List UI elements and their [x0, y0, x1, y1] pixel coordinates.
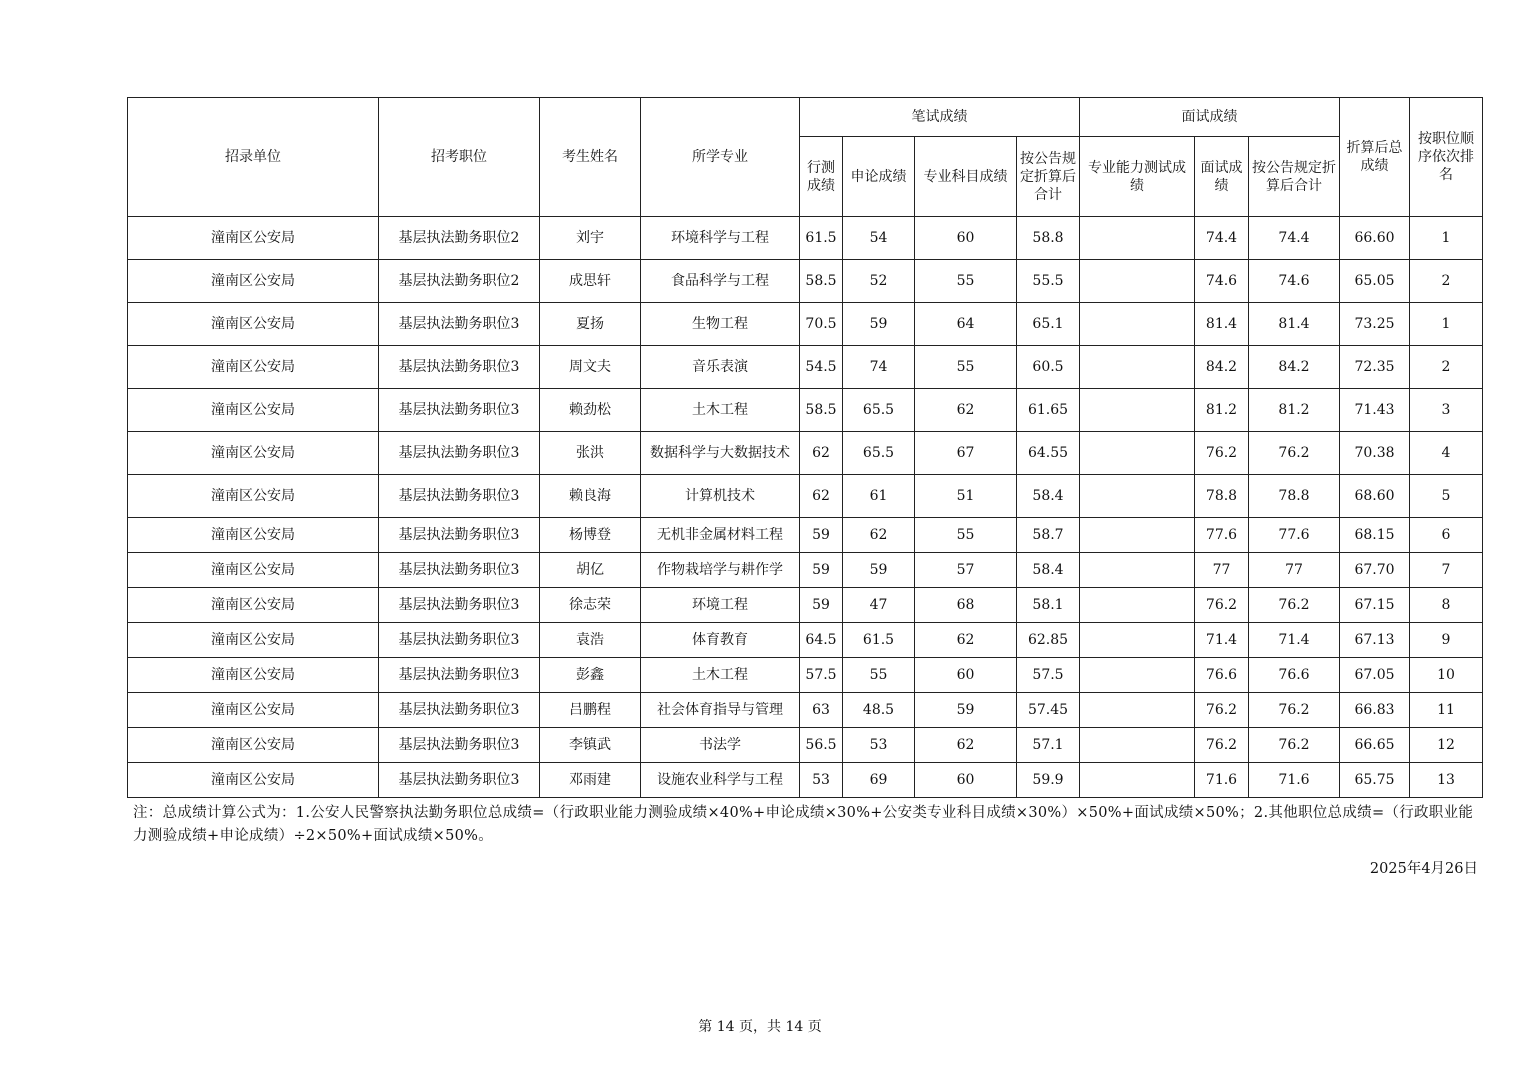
cell-interview: 76.2 [1195, 588, 1249, 623]
cell-major: 环境工程 [641, 588, 800, 623]
cell-name: 杨博登 [540, 518, 641, 553]
cell-total: 66.60 [1340, 217, 1410, 260]
table-row [128, 623, 1483, 658]
cell-total: 68.15 [1340, 518, 1410, 553]
cell-major: 体育教育 [641, 623, 800, 658]
cell-interview-sum: 76.2 [1249, 588, 1340, 623]
cell-name: 袁浩 [540, 623, 641, 658]
cell-total: 66.83 [1340, 693, 1410, 728]
cell-xingce: 58.5 [800, 260, 843, 303]
cell-ability [1080, 346, 1195, 389]
cell-interview-sum: 76.2 [1249, 693, 1340, 728]
cell-rank: 11 [1410, 693, 1483, 728]
cell-rank: 1 [1410, 303, 1483, 346]
cell-major: 书法学 [641, 728, 800, 763]
cell-interview: 76.2 [1195, 728, 1249, 763]
table-row [128, 763, 1483, 798]
cell-unit: 潼南区公安局 [128, 693, 379, 728]
cell-total: 73.25 [1340, 303, 1410, 346]
cell-written-sum: 58.4 [1017, 553, 1080, 588]
cell-position: 基层执法勤务职位3 [379, 432, 540, 475]
cell-ability [1080, 217, 1195, 260]
cell-ability [1080, 623, 1195, 658]
cell-name: 李镇武 [540, 728, 641, 763]
cell-total: 67.13 [1340, 623, 1410, 658]
cell-written-sum: 58.8 [1017, 217, 1080, 260]
cell-interview: 76.2 [1195, 693, 1249, 728]
table-row [128, 658, 1483, 693]
cell-unit: 潼南区公安局 [128, 346, 379, 389]
cell-total: 68.60 [1340, 475, 1410, 518]
header-major: 所学专业 [641, 98, 800, 217]
header-interview-group: 面试成绩 [1080, 98, 1340, 137]
header-written-group: 笔试成绩 [800, 98, 1080, 137]
cell-name: 张洪 [540, 432, 641, 475]
cell-shenlun: 47 [843, 588, 915, 623]
cell-rank: 1 [1410, 217, 1483, 260]
cell-major: 土木工程 [641, 658, 800, 693]
header-position: 招考职位 [379, 98, 540, 217]
cell-xingce: 53 [800, 763, 843, 798]
cell-zhuanye: 68 [915, 588, 1017, 623]
cell-shenlun: 69 [843, 763, 915, 798]
cell-total: 70.38 [1340, 432, 1410, 475]
cell-interview: 71.4 [1195, 623, 1249, 658]
cell-ability [1080, 260, 1195, 303]
cell-written-sum: 55.5 [1017, 260, 1080, 303]
cell-shenlun: 61.5 [843, 623, 915, 658]
cell-shenlun: 61 [843, 475, 915, 518]
cell-shenlun: 53 [843, 728, 915, 763]
cell-ability [1080, 475, 1195, 518]
cell-shenlun: 65.5 [843, 432, 915, 475]
cell-written-sum: 58.7 [1017, 518, 1080, 553]
table-row [128, 260, 1483, 303]
cell-major: 作物栽培学与耕作学 [641, 553, 800, 588]
cell-unit: 潼南区公安局 [128, 728, 379, 763]
table-row [128, 217, 1483, 260]
cell-ability [1080, 518, 1195, 553]
cell-rank: 2 [1410, 260, 1483, 303]
cell-major: 社会体育指导与管理 [641, 693, 800, 728]
cell-written-sum: 57.45 [1017, 693, 1080, 728]
cell-xingce: 63 [800, 693, 843, 728]
table-body [128, 217, 1483, 798]
cell-rank: 7 [1410, 553, 1483, 588]
cell-major: 土木工程 [641, 389, 800, 432]
cell-total: 71.43 [1340, 389, 1410, 432]
cell-zhuanye: 64 [915, 303, 1017, 346]
cell-unit: 潼南区公安局 [128, 389, 379, 432]
cell-written-sum: 59.9 [1017, 763, 1080, 798]
cell-position: 基层执法勤务职位3 [379, 346, 540, 389]
cell-name: 徐志荣 [540, 588, 641, 623]
cell-written-sum: 64.55 [1017, 432, 1080, 475]
cell-position: 基层执法勤务职位3 [379, 658, 540, 693]
cell-written-sum: 58.4 [1017, 475, 1080, 518]
cell-ability [1080, 658, 1195, 693]
cell-total: 65.75 [1340, 763, 1410, 798]
cell-position: 基层执法勤务职位3 [379, 728, 540, 763]
cell-xingce: 59 [800, 588, 843, 623]
cell-interview-sum: 81.2 [1249, 389, 1340, 432]
cell-unit: 潼南区公安局 [128, 658, 379, 693]
cell-zhuanye: 55 [915, 260, 1017, 303]
table-row [128, 588, 1483, 623]
cell-position: 基层执法勤务职位3 [379, 303, 540, 346]
cell-interview-sum: 78.8 [1249, 475, 1340, 518]
cell-zhuanye: 67 [915, 432, 1017, 475]
cell-ability [1080, 432, 1195, 475]
cell-unit: 潼南区公安局 [128, 217, 379, 260]
cell-position: 基层执法勤务职位3 [379, 693, 540, 728]
cell-xingce: 59 [800, 518, 843, 553]
cell-total: 67.15 [1340, 588, 1410, 623]
cell-zhuanye: 60 [915, 217, 1017, 260]
cell-zhuanye: 55 [915, 346, 1017, 389]
cell-name: 刘宇 [540, 217, 641, 260]
cell-rank: 4 [1410, 432, 1483, 475]
cell-name: 胡亿 [540, 553, 641, 588]
header-shenlun: 申论成绩 [843, 137, 915, 217]
table-row [128, 693, 1483, 728]
cell-name: 赖良海 [540, 475, 641, 518]
cell-zhuanye: 60 [915, 763, 1017, 798]
table-row [128, 728, 1483, 763]
cell-shenlun: 48.5 [843, 693, 915, 728]
cell-position: 基层执法勤务职位3 [379, 623, 540, 658]
cell-ability [1080, 389, 1195, 432]
cell-major: 音乐表演 [641, 346, 800, 389]
cell-position: 基层执法勤务职位3 [379, 475, 540, 518]
cell-unit: 潼南区公安局 [128, 553, 379, 588]
cell-unit: 潼南区公安局 [128, 588, 379, 623]
cell-shenlun: 74 [843, 346, 915, 389]
cell-ability [1080, 763, 1195, 798]
cell-ability [1080, 728, 1195, 763]
cell-zhuanye: 57 [915, 553, 1017, 588]
table-row [128, 346, 1483, 389]
cell-interview: 84.2 [1195, 346, 1249, 389]
cell-xingce: 57.5 [800, 658, 843, 693]
cell-name: 周文夫 [540, 346, 641, 389]
cell-zhuanye: 55 [915, 518, 1017, 553]
cell-interview: 71.6 [1195, 763, 1249, 798]
cell-total: 67.05 [1340, 658, 1410, 693]
cell-xingce: 70.5 [800, 303, 843, 346]
cell-ability [1080, 553, 1195, 588]
cell-position: 基层执法勤务职位3 [379, 389, 540, 432]
cell-unit: 潼南区公安局 [128, 260, 379, 303]
cell-unit: 潼南区公安局 [128, 432, 379, 475]
cell-xingce: 59 [800, 553, 843, 588]
cell-rank: 8 [1410, 588, 1483, 623]
cell-unit: 潼南区公安局 [128, 623, 379, 658]
cell-shenlun: 54 [843, 217, 915, 260]
cell-position: 基层执法勤务职位2 [379, 217, 540, 260]
header-zhuanye: 专业科目成绩 [915, 137, 1017, 217]
cell-shenlun: 55 [843, 658, 915, 693]
cell-major: 计算机技术 [641, 475, 800, 518]
cell-unit: 潼南区公安局 [128, 518, 379, 553]
cell-interview-sum: 76.6 [1249, 658, 1340, 693]
cell-interview-sum: 81.4 [1249, 303, 1340, 346]
cell-name: 吕鹏程 [540, 693, 641, 728]
cell-interview-sum: 71.4 [1249, 623, 1340, 658]
cell-interview-sum: 71.6 [1249, 763, 1340, 798]
cell-zhuanye: 51 [915, 475, 1017, 518]
cell-major: 无机非金属材料工程 [641, 518, 800, 553]
cell-total: 72.35 [1340, 346, 1410, 389]
header-rank: 按职位顺序依次排名 [1410, 98, 1483, 217]
cell-total: 66.65 [1340, 728, 1410, 763]
cell-written-sum: 58.1 [1017, 588, 1080, 623]
table-header [128, 98, 1483, 217]
cell-major: 生物工程 [641, 303, 800, 346]
cell-position: 基层执法勤务职位3 [379, 588, 540, 623]
cell-interview: 81.4 [1195, 303, 1249, 346]
cell-xingce: 64.5 [800, 623, 843, 658]
score-table [127, 97, 1483, 798]
cell-written-sum: 61.65 [1017, 389, 1080, 432]
cell-xingce: 58.5 [800, 389, 843, 432]
cell-zhuanye: 62 [915, 389, 1017, 432]
cell-interview-sum: 77 [1249, 553, 1340, 588]
table-row [128, 475, 1483, 518]
cell-shenlun: 65.5 [843, 389, 915, 432]
cell-interview: 74.6 [1195, 260, 1249, 303]
cell-total: 67.70 [1340, 553, 1410, 588]
cell-rank: 10 [1410, 658, 1483, 693]
cell-written-sum: 57.5 [1017, 658, 1080, 693]
cell-rank: 9 [1410, 623, 1483, 658]
cell-unit: 潼南区公安局 [128, 303, 379, 346]
cell-ability [1080, 303, 1195, 346]
header-name: 考生姓名 [540, 98, 641, 217]
cell-interview-sum: 76.2 [1249, 728, 1340, 763]
header-written-sum: 按公告规定折算后合计 [1017, 137, 1080, 217]
cell-name: 赖劲松 [540, 389, 641, 432]
cell-written-sum: 60.5 [1017, 346, 1080, 389]
header-interview: 面试成绩 [1195, 137, 1249, 217]
table-row [128, 303, 1483, 346]
cell-zhuanye: 60 [915, 658, 1017, 693]
cell-major: 设施农业科学与工程 [641, 763, 800, 798]
document-date: 2025年4月26日 [1369, 861, 1478, 877]
header-ability: 专业能力测试成绩 [1080, 137, 1195, 217]
header-interview-sum: 按公告规定折算后合计 [1249, 137, 1340, 217]
cell-xingce: 56.5 [800, 728, 843, 763]
cell-xingce: 62 [800, 475, 843, 518]
cell-xingce: 61.5 [800, 217, 843, 260]
formula-note: 注：总成绩计算公式为：1.公安人民警察执法勤务职位总成绩=（行政职业能力测验成绩×40%+申论成绩×30%+公安类专业科目成绩×30%）×50%+面试成绩×50%；2.其他职位总成绩=（行政职业能力测验成绩+申论成绩）÷2×50%+面试成绩×50%。 [133, 805, 1474, 844]
cell-written-sum: 62.85 [1017, 623, 1080, 658]
page-footer: 第 14 页，共 14 页 [698, 1019, 822, 1035]
cell-shenlun: 52 [843, 260, 915, 303]
cell-name: 彭鑫 [540, 658, 641, 693]
cell-zhuanye: 62 [915, 623, 1017, 658]
cell-rank: 12 [1410, 728, 1483, 763]
cell-interview: 81.2 [1195, 389, 1249, 432]
cell-interview: 77.6 [1195, 518, 1249, 553]
cell-xingce: 54.5 [800, 346, 843, 389]
cell-zhuanye: 59 [915, 693, 1017, 728]
header-unit: 招录单位 [128, 98, 379, 217]
cell-name: 邓雨建 [540, 763, 641, 798]
cell-interview: 78.8 [1195, 475, 1249, 518]
cell-position: 基层执法勤务职位2 [379, 260, 540, 303]
cell-name: 成思轩 [540, 260, 641, 303]
cell-interview-sum: 74.6 [1249, 260, 1340, 303]
header-total: 折算后总成绩 [1340, 98, 1410, 217]
cell-ability [1080, 588, 1195, 623]
cell-major: 数据科学与大数据技术 [641, 432, 800, 475]
cell-rank: 13 [1410, 763, 1483, 798]
cell-interview-sum: 77.6 [1249, 518, 1340, 553]
table-row [128, 518, 1483, 553]
table-row [128, 432, 1483, 475]
cell-written-sum: 57.1 [1017, 728, 1080, 763]
cell-position: 基层执法勤务职位3 [379, 518, 540, 553]
cell-ability [1080, 693, 1195, 728]
cell-shenlun: 59 [843, 303, 915, 346]
cell-unit: 潼南区公安局 [128, 475, 379, 518]
cell-total: 65.05 [1340, 260, 1410, 303]
cell-rank: 5 [1410, 475, 1483, 518]
cell-unit: 潼南区公安局 [128, 763, 379, 798]
table-row [128, 553, 1483, 588]
cell-position: 基层执法勤务职位3 [379, 763, 540, 798]
cell-shenlun: 62 [843, 518, 915, 553]
cell-major: 食品科学与工程 [641, 260, 800, 303]
cell-interview: 76.6 [1195, 658, 1249, 693]
cell-interview: 77 [1195, 553, 1249, 588]
score-table-container [127, 97, 1482, 798]
cell-written-sum: 65.1 [1017, 303, 1080, 346]
cell-zhuanye: 62 [915, 728, 1017, 763]
table-row [128, 389, 1483, 432]
cell-position: 基层执法勤务职位3 [379, 553, 540, 588]
cell-major: 环境科学与工程 [641, 217, 800, 260]
cell-shenlun: 59 [843, 553, 915, 588]
cell-rank: 3 [1410, 389, 1483, 432]
cell-xingce: 62 [800, 432, 843, 475]
cell-name: 夏扬 [540, 303, 641, 346]
cell-interview-sum: 76.2 [1249, 432, 1340, 475]
cell-interview: 74.4 [1195, 217, 1249, 260]
cell-interview-sum: 84.2 [1249, 346, 1340, 389]
cell-interview-sum: 74.4 [1249, 217, 1340, 260]
cell-rank: 6 [1410, 518, 1483, 553]
header-xingce: 行测成绩 [800, 137, 843, 217]
cell-rank: 2 [1410, 346, 1483, 389]
cell-interview: 76.2 [1195, 432, 1249, 475]
